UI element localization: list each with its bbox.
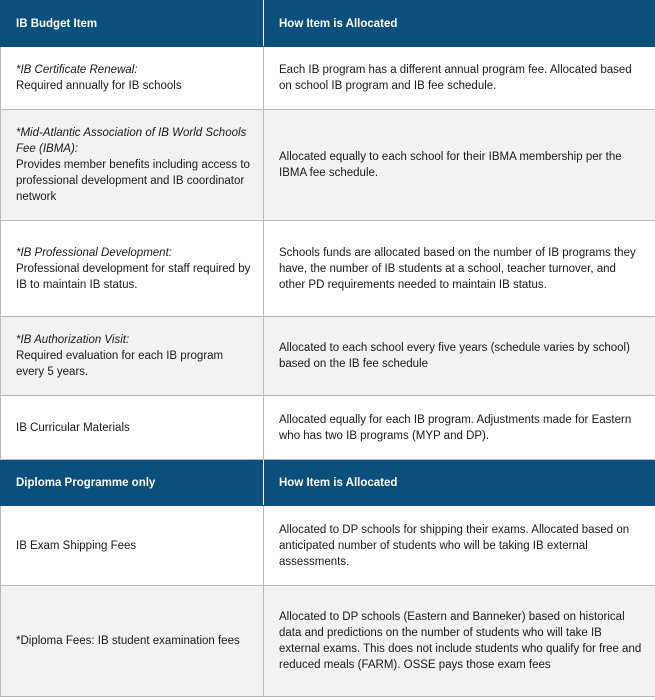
item-description: IB Exam Shipping Fees [16,539,137,552]
item-title: *IB Certificate Renewal: [16,64,138,76]
table-header-row [1,460,655,506]
budget-item-cell [1,317,264,396]
item-description: Required annually for IB schools [16,80,182,92]
table-row [1,396,655,460]
budget-item-cell [1,396,264,460]
budget-item-cell [1,47,264,110]
allocation-cell: Allocated equally to each school for their IBMA membership per the IBMA fee schedule. [264,110,655,221]
table-row [1,47,655,110]
allocation-cell: Allocated to DP schools (Eastern and Banneker) based on historical data and predictions on the number of students who will take IB external exams. This does not include students who qualify for free and reduced meals (FARM). OSSE pays those exam fees [264,586,655,697]
budget-item-cell [1,221,264,317]
item-description: Required evaluation for each IB program every 5 years. [16,350,224,378]
table-header-row [1,1,655,47]
item-title: *IB Professional Development: [16,246,172,259]
allocation-cell: Allocated to each school every five years (schedule varies by school) based on the IB fee schedule [264,317,655,396]
item-description: *Diploma Fees: IB student examination fees [16,635,240,647]
item-title: *IB Authorization Visit: [16,334,130,346]
item-description: Professional development for staff required by IB to maintain IB status. [16,262,251,291]
allocation-cell: Allocated to DP schools for shipping their exams. Allocated based on anticipated number of students who will be taking IB external assessments. [264,506,655,586]
table-row [1,110,655,221]
item-description: Provides member benefits including access to professional development and IB coordinator network [16,159,250,203]
header-how-allocated: How Item is Allocated [264,1,655,47]
budget-item-cell [1,506,264,586]
allocation-cell: Each IB program has a different annual program fee. Allocated based on school IB program and IB fee schedule. [264,47,655,110]
header-diploma-programme: Diploma Programme only [1,460,264,506]
allocation-cell: Schools funds are allocated based on the number of IB programs they have, the number of IB students at a school, teacher turnover, and other PD requirements needed to maintain IB status. [264,221,655,317]
header-how-allocated: How Item is Allocated [264,460,655,506]
table-row [1,221,655,317]
item-description: IB Curricular Materials [16,421,130,434]
table-row [1,586,655,697]
table-row [1,317,655,396]
item-title: *Mid-Atlantic Association of IB World Schools Fee (IBMA): [16,127,247,155]
header-ib-budget-item: IB Budget Item [1,1,264,47]
budget-item-cell [1,586,264,697]
allocation-cell: Allocated equally for each IB program. Adjustments made for Eastern who has two IB programs (MYP and DP). [264,396,655,460]
table-row [1,506,655,586]
budget-item-cell [1,110,264,221]
